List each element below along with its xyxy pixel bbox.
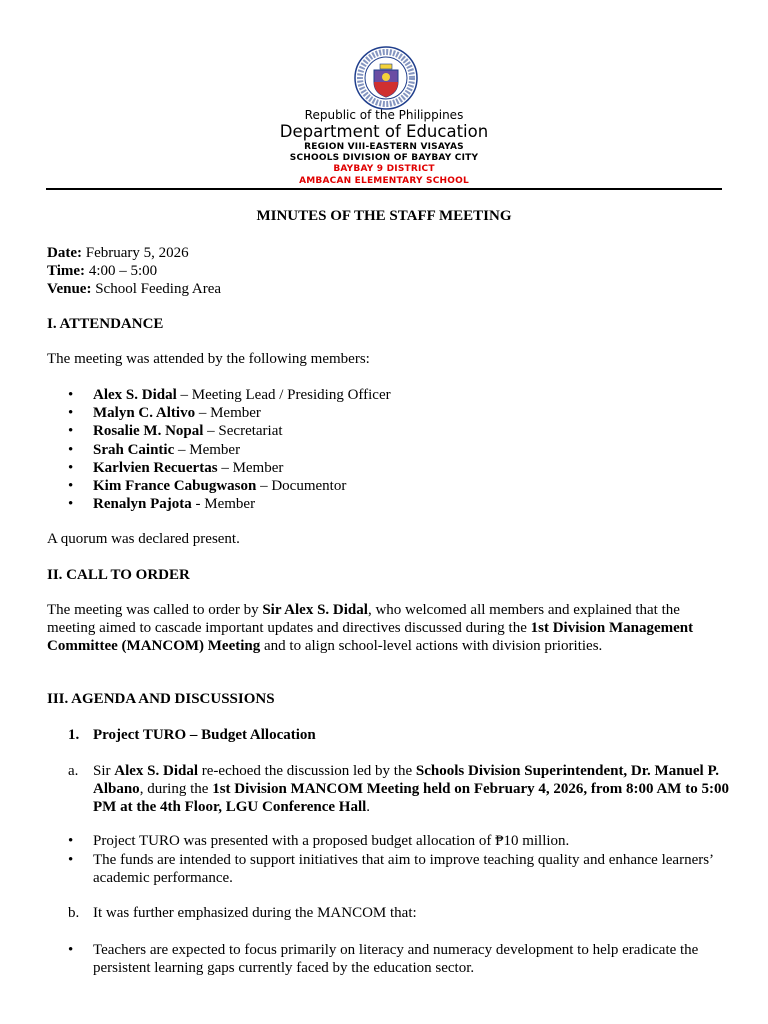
member-name: Renalyn Pajota	[93, 496, 192, 512]
region-line: REGION VIII-EASTERN VISAYAS	[304, 142, 464, 152]
attendance-intro: The meeting was attended by the following members:	[47, 351, 370, 367]
text-run: The meeting was called to order by	[47, 602, 263, 618]
list-item	[93, 386, 391, 404]
sub-item-b-text: It was further emphasized during the MANCOM that:	[93, 905, 417, 921]
venue-value: School Feeding Area	[91, 281, 222, 297]
text-run: , during the	[139, 781, 213, 797]
member-name: Srah Caintic	[93, 442, 175, 458]
text-run: Sir	[93, 763, 115, 779]
presiding-name: Alex S. Didal	[114, 763, 199, 779]
date-line	[47, 244, 189, 262]
division-line: SCHOOLS DIVISION OF BAYBAY CITY	[289, 153, 479, 163]
member-role: – Member	[195, 405, 261, 421]
list-item: Teachers are expected to focus primarily on literacy and numeracy development to help eradicate the persistent learning gaps currently faced by the education sector.	[93, 942, 699, 976]
text-run: and to align school-level actions with division priorities.	[260, 638, 603, 654]
venue-line	[47, 280, 221, 298]
bullet: •	[68, 833, 74, 849]
meeting-name: 1st Division Management Committee (MANCOM) Meeting	[47, 620, 694, 654]
text-run: , who welcomed all members and explained that the meeting aimed to cascade important updates and directives discussed during the	[47, 602, 680, 636]
bullet: •	[68, 387, 74, 403]
list-item	[93, 459, 283, 477]
sub-item-marker-b: b.	[68, 905, 80, 921]
republic-line: Republic of the Philippines	[304, 108, 464, 122]
member-role: – Secretariat	[203, 423, 283, 439]
bullet: •	[68, 942, 74, 958]
agenda-heading: III. AGENDA AND DISCUSSIONS	[47, 691, 275, 707]
bullet: •	[68, 852, 74, 868]
deped-seal-logo	[354, 46, 418, 110]
member-name: Malyn C. Altivo	[93, 405, 196, 421]
attendance-heading: I. ATTENDANCE	[47, 316, 164, 332]
bullet: •	[68, 423, 74, 439]
presiding-name: Sir Alex S. Didal	[262, 602, 368, 618]
district-line: BAYBAY 9 DISTRICT	[333, 164, 435, 174]
member-role: - Member	[191, 496, 256, 512]
agenda-item-number: 1.	[68, 727, 80, 743]
text-run: re-echoed the discussion led by the	[198, 763, 416, 779]
superintendent-name: Schools Division Superintendent, Dr. Manuel P. Albano	[93, 763, 720, 797]
school-line: AMBACAN ELEMENTARY SCHOOL	[299, 176, 469, 186]
list-item	[93, 495, 255, 513]
sub-item-a-paragraph	[93, 762, 733, 816]
member-role: – Member	[217, 460, 284, 476]
bullet: •	[68, 460, 74, 476]
list-item	[93, 441, 240, 459]
list-item	[93, 477, 346, 495]
document-title: MINUTES OF THE STAFF MEETING	[256, 208, 512, 224]
quorum-line: A quorum was declared present.	[47, 531, 240, 547]
list-item	[93, 404, 261, 422]
member-name: Rosalie M. Nopal	[93, 423, 204, 439]
venue-label: Venue:	[47, 281, 92, 297]
text-run: .	[366, 799, 371, 815]
list-item: The funds are intended to support initiatives that aim to improve teaching quality and enhance learners’ academic performance.	[93, 852, 713, 886]
list-item: Project TURO was presented with a proposed budget allocation of ₱10 million.	[93, 833, 570, 849]
time-label: Time:	[47, 263, 86, 279]
call-to-order-heading: II. CALL TO ORDER	[47, 567, 190, 583]
call-to-order-paragraph	[47, 601, 727, 655]
time-value: 4:00 – 5:00	[85, 263, 158, 279]
mancom-details: 1st Division MANCOM Meeting held on February 4, 2026, from 8:00 AM to 5:00 PM at the 4th Floor, LGU Conference Hall	[93, 781, 729, 815]
list-item	[93, 422, 283, 440]
bullet: •	[68, 478, 74, 494]
member-role: – Meeting Lead / Presiding Officer	[176, 387, 391, 403]
bullet: •	[68, 442, 74, 458]
member-role: – Member	[174, 442, 241, 458]
header-divider	[46, 188, 722, 190]
bullet: •	[68, 496, 74, 512]
member-name: Kim France Cabugwason	[93, 478, 257, 494]
sub-item-marker-a: a.	[68, 763, 79, 779]
date-label: Date:	[47, 245, 82, 261]
member-name: Alex S. Didal	[93, 387, 177, 403]
member-name: Karlvien Recuertas	[93, 460, 218, 476]
department-line: Department of Education	[279, 122, 489, 141]
bullet: •	[68, 405, 74, 421]
date-value: February 5, 2026	[81, 245, 189, 261]
member-role: – Documentor	[256, 478, 347, 494]
agenda-item-title: Project TURO – Budget Allocation	[93, 727, 316, 743]
time-line	[47, 262, 157, 280]
